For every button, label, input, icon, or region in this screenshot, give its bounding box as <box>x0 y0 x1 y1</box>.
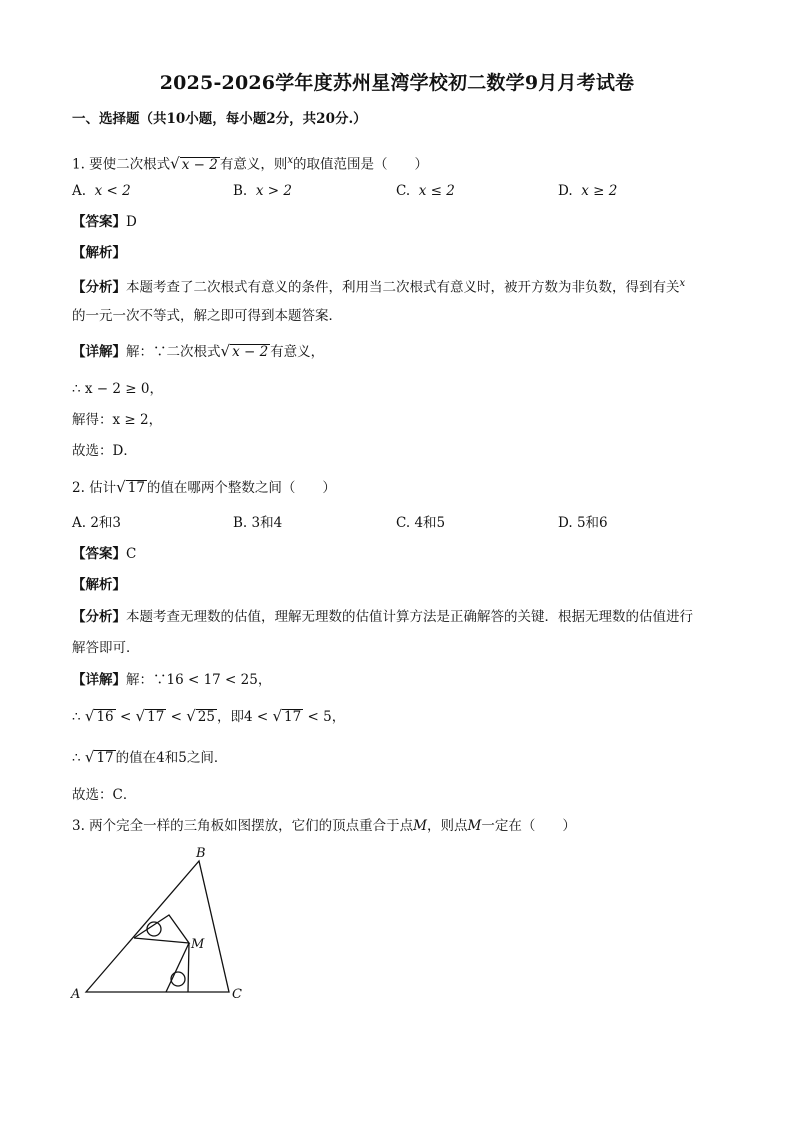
q1-fenxi-line1: 【分析】本题考查了二次根式有意义的条件，利用当二次根式有意义时，被开方数为非负数，得到有关$^x$ <box>72 278 686 296</box>
q1-stem: 1. 要使二次根式√ x − 2 有意义，则$^x$的取值范围是（ ） <box>72 154 428 173</box>
q2-option-b: B. 3和4 <box>233 515 283 531</box>
q2-option-a: A. 2和3 <box>72 515 122 531</box>
q1-radicand: x − 2 <box>181 156 218 173</box>
q2-step1: ∴ √ 16 < √ 17 < √ 25 ，即4 < √ 17 < 5， <box>72 707 346 725</box>
section-heading: 一、选择题（共10小题，每小题2分，共20分.） <box>72 111 367 127</box>
q2-stem: 2. 估计√ 17 的值在哪两个整数之间（ ） <box>72 478 336 496</box>
triangle-figure <box>66 843 256 1005</box>
q1-choose: 故选：D． <box>72 443 137 459</box>
triangle-abc <box>86 861 229 992</box>
q1-var: x <box>287 155 293 166</box>
lower-set-square-leg <box>188 943 189 992</box>
q1-step1: ∴ x − 2 ≥ 0， <box>72 381 163 397</box>
q1-answer: 【答案】D <box>72 214 137 230</box>
q2-fenxi-line2: 解答即可． <box>72 640 140 656</box>
q2-answer: 【答案】C <box>72 546 137 562</box>
q3-stem: 3. 两个完全一样的三角板如图摆放，它们的顶点重合于点M，则点M一定在（ ） <box>72 818 576 834</box>
label-a: A <box>71 987 81 1002</box>
q1-detail: 【详解】解：∵二次根式√ x − 2 有意义， <box>72 342 325 360</box>
q2-analysis-tag: 【解析】 <box>72 577 126 593</box>
q1-stem-end: 的取值范围是（ ） <box>292 156 428 173</box>
q1-analysis-tag: 【解析】 <box>72 245 126 261</box>
q1-fenxi-line2: 的一元一次不等式，解之即可得到本题答案． <box>72 308 342 324</box>
q1-stem-post: 有意义，则 <box>219 156 288 173</box>
q1-option-b: B. x > 2 <box>233 183 292 199</box>
label-c: C <box>232 987 242 1002</box>
q1-stem-pre: 1. 要使二次根式 <box>72 156 171 173</box>
q2-step2: ∴ √ 17 的值在4和5之间． <box>72 748 228 766</box>
lower-set-square-hyp <box>166 943 189 992</box>
q1-option-a: A. x < 2 <box>72 183 131 199</box>
page-title: 2025-2026学年度苏州星湾学校初二数学9月月考试卷 <box>159 72 635 94</box>
label-m: M <box>191 937 205 952</box>
q2-detail: 【详解】解：∵16 < 17 < 25， <box>72 672 272 688</box>
q1-step2: 解得：x ≥ 2， <box>72 412 163 428</box>
label-b: B <box>196 846 206 861</box>
lower-hole-icon <box>171 972 185 986</box>
q2-option-d: D. 5和6 <box>558 515 608 531</box>
q1-option-d: D. x ≥ 2 <box>558 183 618 199</box>
q2-choose: 故选：C． <box>72 787 137 803</box>
q1-option-c: C. x ≤ 2 <box>396 183 455 199</box>
q2-fenxi-line1: 【分析】本题考查无理数的估值，理解无理数的估值计算方法是正确解答的关键．根据无理数的估值进行 <box>72 609 693 625</box>
q2-option-c: C. 4和5 <box>396 515 446 531</box>
